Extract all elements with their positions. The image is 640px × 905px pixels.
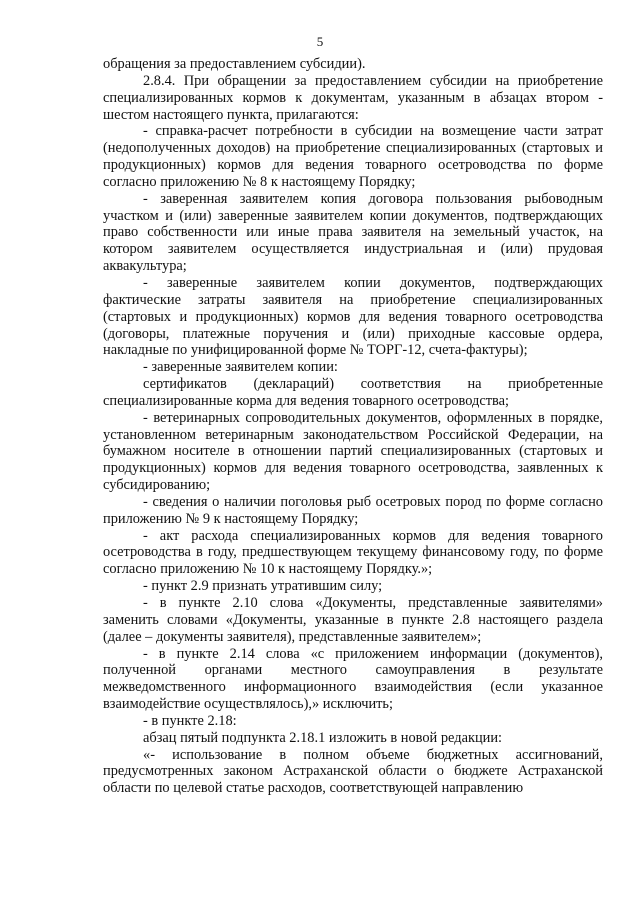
paragraph: - заверенные заявителем копии:	[143, 359, 338, 376]
paragraph: - заверенные заявителем копии документов, подтверждающих фактические затраты заявителя на приобретение специализированных (стартовых и продукционных) кормов для ведения товарного осетроводства (договоры, платежные поручения и (или) приходные кассовые ордера, накладные по унифицированной форме № ТОРГ-12, счета-фактуры);	[103, 274, 603, 359]
paragraph: - заверенная заявителем копия договора пользования рыбоводным участком и (или) заверенные заявителем копии документов, подтверждающих право собственности или иные права заявителя на земельный участок, на котором заявителем осуществляется индустриальная и (или) прудовая аквакультура;	[103, 190, 603, 275]
paragraph: - справка-расчет потребности в субсидии на возмещение части затрат (недополученных доходов) на приобретение специализированных (стартовых и продукционных) кормов для ведения товарного осетроводства по форме согласно приложению № 8 к настоящему Порядку;	[103, 123, 603, 190]
paragraph: сертификатов (деклараций) соответствия на приобретенные специализированные корма для ведения товарного осетроводства;	[103, 376, 603, 409]
paragraph: «- использование в полном объеме бюджетных ассигнований, предусмотренных законом Астраханской области о бюджете Астраханской области по целевой статье расходов, соответствующей направлению	[103, 746, 603, 797]
paragraph: - в пункте 2.14 слова «с приложением информации (документов), полученной органами местного самоуправления в результате межведомственного информационного взаимодействия (если указанное взаимодействие осуществлялось),» исключить;	[103, 645, 603, 713]
paragraph: - сведения о наличии поголовья рыб осетровых пород по форме согласно приложению № 9 к настоящему Порядку;	[103, 493, 603, 527]
paragraph: абзац пятый подпункта 2.18.1 изложить в новой редакции:	[143, 729, 503, 746]
document-body	[103, 56, 603, 797]
paragraph: - ветеринарных сопроводительных документов, оформленных в порядке, установленном ветеринарным законодательством Российской Федерации, на бумажном носителе в отношении партий специализированных (стартовых и продукционных) кормов для ведения товарного осетроводства, заявленных к субсидированию;	[103, 409, 603, 494]
paragraph: - в пункте 2.18:	[143, 712, 237, 729]
paragraph: 2.8.4. При обращении за предоставлением субсидии на приобретение специализированных кормов к документам, указанным в абзацах втором - шестом настоящего пункта, прилагаются:	[103, 72, 603, 123]
paragraph: обращения за предоставлением субсидии).	[103, 56, 366, 72]
paragraph: - в пункте 2.10 слова «Документы, представленные заявителями» заменить словами «Документы, указанные в пункте 2.8 настоящего раздела (далее – документы заявителя), представленные заявителем»;	[103, 595, 603, 645]
paragraph: - акт расхода специализированных кормов для ведения товарного осетроводства в году, предшествующем текущему финансовому году, по форме согласно приложению № 10 к настоящему Порядку.»;	[103, 527, 603, 578]
paragraph: - пункт 2.9 признать утратившим силу;	[143, 578, 383, 595]
page-number: 5	[316, 34, 324, 49]
